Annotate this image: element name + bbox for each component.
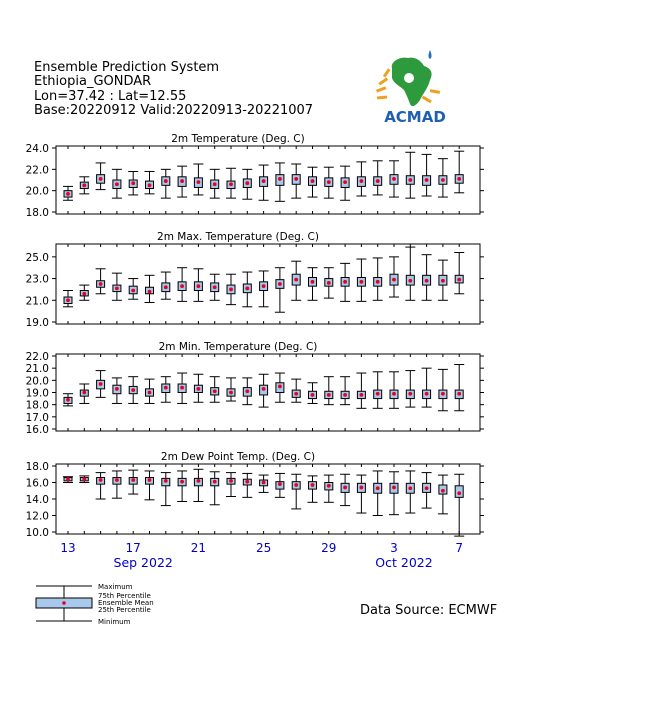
mean-dot (164, 386, 168, 390)
mean-dot (164, 285, 168, 289)
mean-dot (360, 179, 364, 183)
mean-dot (115, 387, 119, 391)
mean-dot (457, 278, 461, 282)
mean-dot (311, 483, 315, 487)
mean-dot (327, 484, 331, 488)
mean-dot (360, 486, 364, 490)
mean-dot (197, 387, 201, 391)
mean-dot (197, 479, 201, 483)
mean-dot (376, 280, 380, 284)
mean-dot (66, 477, 70, 481)
x-day-label: 3 (390, 541, 398, 555)
mean-dot (441, 178, 445, 182)
mean-dot (262, 284, 266, 288)
mean-dot (278, 482, 282, 486)
header-station: Ethiopia_GONDAR (34, 74, 152, 89)
y-tick-label: 21.0 (25, 295, 49, 308)
y-tick-label: 20.0 (25, 375, 49, 388)
y-tick-label: 16.0 (25, 424, 49, 436)
y-tick-label: 10.0 (25, 527, 49, 539)
header-base-valid: Base:20220912 Valid:20220913-20221007 (34, 103, 314, 118)
header-title: Ensemble Prediction System (34, 60, 220, 75)
mean-dot (180, 284, 184, 288)
mean-dot (164, 179, 168, 183)
panel-title: 2m Dew Point Temp. (Deg. C) (160, 451, 316, 463)
mean-dot (457, 177, 461, 181)
mean-dot (311, 393, 315, 397)
mean-dot (327, 393, 331, 397)
mean-dot (82, 477, 86, 481)
mean-dot (213, 389, 217, 393)
mean-dot (327, 281, 331, 285)
mean-dot (376, 179, 380, 183)
mean-dot (180, 480, 184, 484)
y-tick-label: 18.0 (25, 207, 49, 219)
mean-dot (294, 278, 298, 282)
mean-dot (148, 183, 152, 187)
mean-dot (343, 393, 347, 397)
mean-dot (278, 385, 282, 389)
mean-dot (197, 284, 201, 288)
mean-dot (245, 181, 249, 185)
x-day-label: 25 (255, 541, 272, 555)
y-tick-label: 12.0 (25, 510, 49, 523)
panel-frame (56, 464, 480, 534)
y-tick-label: 16.0 (25, 477, 49, 490)
legend-max-label: Maximum (98, 583, 133, 591)
mean-dot (99, 282, 103, 286)
mean-dot (294, 392, 298, 396)
y-tick-label: 22.0 (25, 164, 49, 177)
legend-p25-label: 25th Percentile (98, 606, 151, 614)
x-day-label: 13 (60, 541, 76, 555)
mean-dot (278, 177, 282, 181)
mean-dot (148, 391, 152, 395)
mean-dot (131, 478, 135, 482)
mean-dot (66, 192, 70, 196)
mean-dot (408, 178, 412, 182)
mean-dot (131, 181, 135, 185)
mean-dot (82, 183, 86, 187)
y-tick-label: 22.0 (25, 351, 49, 363)
mean-dot (180, 386, 184, 390)
mean-dot (441, 489, 445, 493)
legend (30, 580, 200, 626)
mean-dot (360, 393, 364, 397)
mean-dot (262, 179, 266, 183)
mean-dot (408, 486, 412, 490)
panel-title: 2m Min. Temperature (Deg. C) (158, 341, 318, 353)
mean-dot (457, 491, 461, 495)
header-coordinates: Lon=37.42 : Lat=12.55 (34, 89, 187, 104)
mean-dot (99, 177, 103, 181)
mean-dot (441, 392, 445, 396)
mean-dot (99, 382, 103, 386)
mean-dot (115, 182, 119, 186)
mean-dot (425, 486, 429, 490)
y-tick-label: 25.0 (25, 251, 49, 264)
panel-title: 2m Max. Temperature (Deg. C) (157, 231, 319, 243)
mean-dot (115, 478, 119, 482)
y-tick-label: 19.0 (25, 387, 49, 400)
mean-dot (408, 279, 412, 283)
mean-dot (213, 182, 217, 186)
data-source: Data Source: ECMWF (360, 603, 498, 618)
mean-dot (457, 392, 461, 396)
mean-dot (245, 286, 249, 290)
mean-dot (229, 288, 233, 292)
mean-dot (311, 179, 315, 183)
mean-dot (131, 388, 135, 392)
y-tick-label: 23.0 (25, 273, 49, 286)
mean-dot (197, 180, 201, 184)
y-tick-label: 20.0 (25, 185, 49, 198)
mean-dot (262, 387, 266, 391)
mean-dot (343, 486, 347, 490)
y-tick-label: 17.0 (25, 411, 49, 424)
x-month-label: Oct 2022 (375, 555, 433, 570)
mean-dot (294, 483, 298, 487)
mean-dot (311, 280, 315, 284)
mean-dot (343, 180, 347, 184)
mean-dot (245, 480, 249, 484)
mean-dot (66, 298, 70, 302)
panel-title: 2m Temperature (Deg. C) (171, 133, 305, 145)
y-tick-label: 21.0 (25, 363, 49, 376)
mean-dot (408, 392, 412, 396)
mean-dot (229, 182, 233, 186)
logo-text: ACMAD (384, 108, 446, 126)
mean-dot (360, 280, 364, 284)
mean-dot (343, 280, 347, 284)
mean-dot (294, 177, 298, 181)
x-day-label: 29 (321, 541, 337, 555)
mean-dot (82, 292, 86, 296)
mean-dot (213, 285, 217, 289)
mean-dot (441, 279, 445, 283)
mean-dot (376, 486, 380, 490)
mean-dot (213, 480, 217, 484)
mean-dot (376, 392, 380, 396)
x-month-label: Sep 2022 (113, 555, 173, 570)
mean-dot (66, 398, 70, 402)
mean-dot (392, 392, 396, 396)
legend-min-label: Minimum (98, 618, 131, 626)
x-day-label: 7 (455, 541, 464, 555)
mean-dot (82, 391, 86, 395)
mean-dot (425, 178, 429, 182)
x-day-label: 17 (125, 541, 141, 555)
x-day-label: 21 (190, 541, 207, 555)
mean-dot (131, 289, 135, 293)
y-tick-label: 24.0 (25, 143, 49, 155)
mean-dot (392, 278, 396, 282)
mean-dot (262, 481, 266, 485)
mean-dot (392, 486, 396, 490)
legend-mean-label: Ensemble Mean (98, 599, 154, 607)
mean-dot (180, 179, 184, 183)
y-tick-label: 18.0 (25, 461, 49, 473)
mean-dot (148, 478, 152, 482)
y-tick-label: 18.0 (25, 399, 49, 412)
y-tick-label: 19.0 (25, 317, 49, 329)
y-tick-label: 14.0 (25, 494, 49, 506)
mean-dot (148, 290, 152, 294)
mean-dot (99, 478, 103, 482)
mean-dot (229, 391, 233, 395)
mean-dot (392, 177, 396, 181)
legend-mean-dot (62, 601, 66, 605)
mean-dot (278, 282, 282, 286)
mean-dot (229, 479, 233, 483)
mean-dot (425, 392, 429, 396)
mean-dot (245, 389, 249, 393)
mean-dot (164, 479, 168, 483)
mean-dot (425, 279, 429, 283)
mean-dot (115, 286, 119, 290)
mean-dot (327, 180, 331, 184)
legend-p75-label: 75th Percentile (98, 592, 151, 600)
